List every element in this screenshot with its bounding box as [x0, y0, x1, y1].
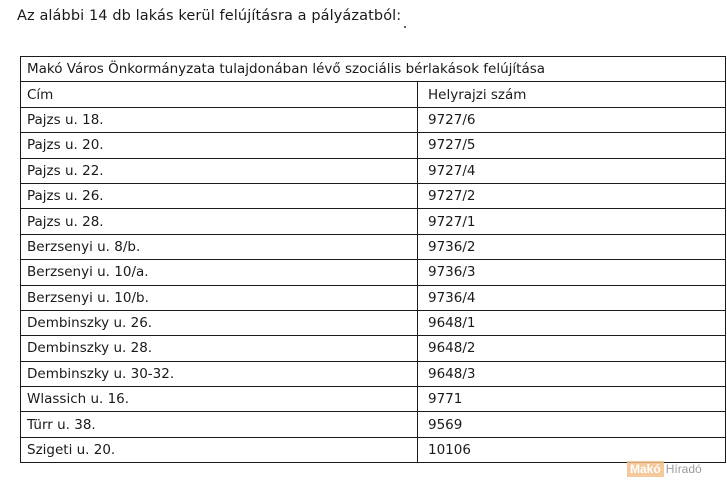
lot-number-cell: 10106 [418, 437, 726, 462]
address-cell: Dembinszky u. 30-32. [21, 361, 418, 386]
lot-number-cell: 9727/2 [418, 183, 726, 208]
table-row [21, 107, 726, 132]
table-row [21, 361, 726, 386]
column-header-address: Cím [21, 82, 418, 107]
table-row [21, 133, 726, 158]
apartments-table [20, 56, 726, 463]
table-row [21, 310, 726, 335]
address-cell: Pajzs u. 20. [21, 133, 418, 158]
table-row [21, 412, 726, 437]
table-row [21, 158, 726, 183]
watermark-text: Híradó [665, 462, 702, 476]
table-caption: Makó Város Önkormányzata tulajdonában lévő szociális bérlakások felújítása [21, 57, 726, 82]
lot-number-cell: 9727/5 [418, 133, 726, 158]
address-cell: Pajzs u. 28. [21, 209, 418, 234]
address-cell: Berzsenyi u. 8/b. [21, 234, 418, 259]
table-row [21, 387, 726, 412]
address-cell: Pajzs u. 18. [21, 107, 418, 132]
lot-number-cell: 9569 [418, 412, 726, 437]
lot-number-cell: 9727/4 [418, 158, 726, 183]
stray-mark [404, 26, 406, 28]
lot-number-cell: 9736/4 [418, 285, 726, 310]
lot-number-cell: 9736/2 [418, 234, 726, 259]
lot-number-cell: 9648/1 [418, 310, 726, 335]
watermark-brand: Makó [627, 461, 664, 477]
intro-text: Az alábbi 14 db lakás kerül felújításra a pályázatból: [17, 8, 402, 24]
address-cell: Szigeti u. 20. [21, 437, 418, 462]
address-cell: Türr u. 38. [21, 412, 418, 437]
address-cell: Wlassich u. 16. [21, 387, 418, 412]
site-watermark [627, 462, 702, 476]
table-row [21, 183, 726, 208]
address-cell: Dembinszky u. 28. [21, 336, 418, 361]
address-cell: Pajzs u. 22. [21, 158, 418, 183]
table-row [21, 285, 726, 310]
table-row [21, 437, 726, 462]
table-row [21, 336, 726, 361]
address-cell: Dembinszky u. 26. [21, 310, 418, 335]
lot-number-cell: 9727/1 [418, 209, 726, 234]
table-caption-row [21, 57, 726, 82]
table-row [21, 209, 726, 234]
address-cell: Berzsenyi u. 10/a. [21, 260, 418, 285]
table-row [21, 234, 726, 259]
lot-number-cell: 9771 [418, 387, 726, 412]
lot-number-cell: 9648/2 [418, 336, 726, 361]
lot-number-cell: 9736/3 [418, 260, 726, 285]
lot-number-cell: 9648/3 [418, 361, 726, 386]
table-row [21, 260, 726, 285]
table-header-row [21, 82, 726, 107]
lot-number-cell: 9727/6 [418, 107, 726, 132]
address-cell: Berzsenyi u. 10/b. [21, 285, 418, 310]
address-cell: Pajzs u. 26. [21, 183, 418, 208]
column-header-lot-number: Helyrajzi szám [418, 82, 726, 107]
